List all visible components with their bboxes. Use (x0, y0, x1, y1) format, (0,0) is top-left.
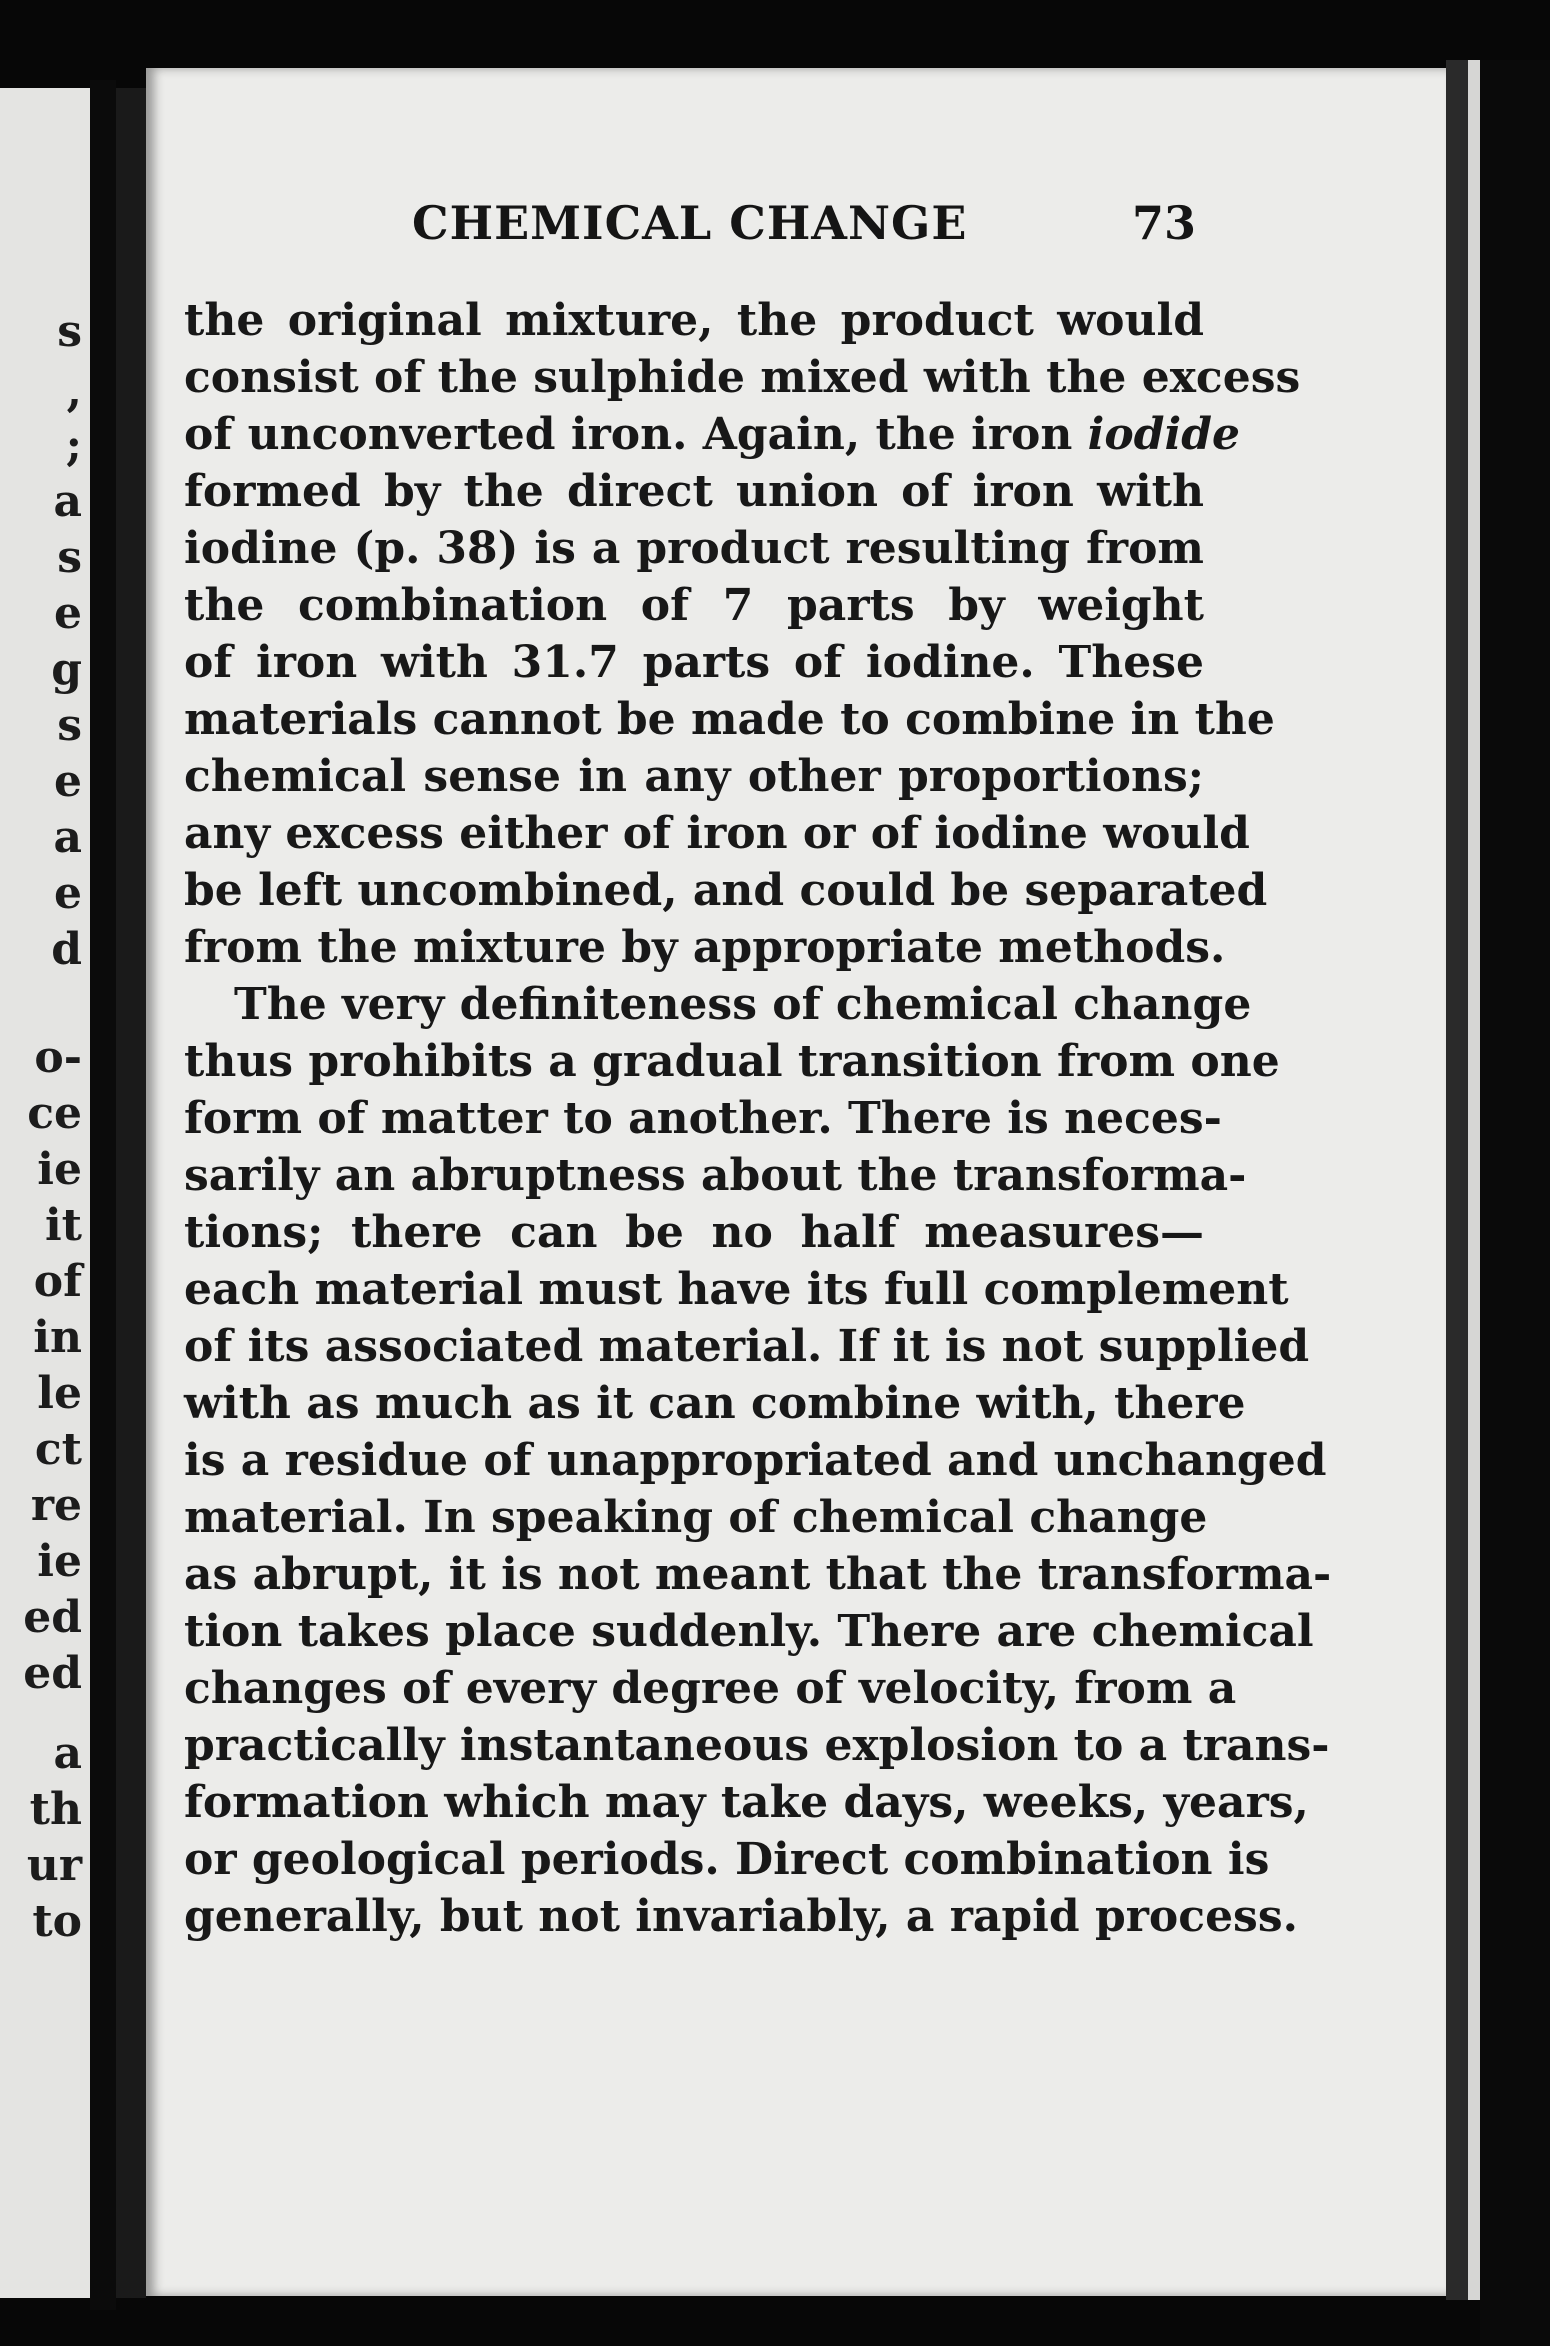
left-page-fragment: ed (23, 1592, 82, 1643)
text-line: materials cannot be made to combine in the (184, 694, 1275, 745)
left-page-fragment: ur (26, 1840, 82, 1891)
text-line: formed by the direct union of iron with (184, 466, 1204, 517)
text-line: or geological periods. Direct combination is (184, 1834, 1270, 1885)
left-page-fragment: it (44, 1200, 82, 1251)
text-line: each material must have its full complement (184, 1264, 1289, 1315)
adjacent-page-edge (0, 88, 90, 2298)
text-line: iodine (p. 38) is a product resulting from (184, 523, 1204, 574)
text-line: material. In speaking of chemical change (184, 1492, 1208, 1543)
text-line: The very definiteness of chemical change (234, 979, 1252, 1030)
text-line: chemical sense in any other proportions; (184, 751, 1204, 802)
running-head: CHEMICAL CHANGE (412, 196, 968, 250)
text-line: from the mixture by appropriate methods. (184, 922, 1226, 973)
text-line: practically instantaneous explosion to a trans- (184, 1720, 1330, 1771)
left-page-fragment: e (54, 868, 82, 919)
left-page-fragment: ie (37, 1144, 82, 1195)
book-gutter-shadow (116, 88, 146, 2298)
italic-term: iodide (1087, 409, 1240, 460)
text-line-segment: of unconverted iron. Again, the iron (184, 409, 1073, 460)
body-text (184, 292, 1332, 1945)
left-page-fragment: ct (34, 1424, 82, 1475)
text-line: tions; there can be no half measures— (184, 1207, 1204, 1258)
left-page-fragment: o- (34, 1032, 82, 1083)
text-line: is a residue of unappropriated and unchanged (184, 1435, 1327, 1486)
text-line: sarily an abruptness about the transforma- (184, 1150, 1247, 1201)
left-page-fragment: to (32, 1896, 82, 1947)
text-line: the original mixture, the product would (184, 295, 1204, 346)
left-page-fragment: s (57, 700, 82, 751)
text-line: any excess either of iron or of iodine would (184, 808, 1250, 859)
paragraph (184, 976, 1332, 1945)
scan-border (1480, 60, 1550, 2340)
page-number: 73 (1132, 196, 1197, 250)
left-page-fragment: re (30, 1480, 82, 1531)
left-page-fragment: ed (23, 1648, 82, 1699)
text-line: of iron with 31.7 parts of iodine. These (184, 637, 1204, 688)
left-page-fragment: of (33, 1256, 82, 1307)
book-gutter (90, 80, 116, 2310)
text-line: generally, but not invariably, a rapid process. (184, 1891, 1298, 1942)
page-edge-shadow (1446, 60, 1468, 2300)
left-page-fragment: e (54, 588, 82, 639)
left-page-fragment: in (33, 1312, 82, 1363)
text-line: form of matter to another. There is neces- (184, 1093, 1222, 1144)
left-page-fragment: s (57, 532, 82, 583)
page-edge-strip (1468, 60, 1480, 2300)
text-line: formation which may take days, weeks, years, (184, 1777, 1309, 1828)
left-page-fragment: , (66, 366, 82, 417)
text-line: tion takes place suddenly. There are chemical (184, 1606, 1314, 1657)
left-page-fragment: ie (37, 1536, 82, 1587)
page-header (270, 192, 1200, 262)
text-line: be left uncombined, and could be separated (184, 865, 1268, 916)
left-page-fragment: s (57, 306, 82, 357)
left-page-fragment: le (37, 1368, 82, 1419)
paragraph (184, 292, 1301, 976)
left-page-fragment: a (53, 812, 82, 863)
left-page-fragment: g (51, 644, 82, 695)
text-line: changes of every degree of velocity, from a (184, 1663, 1237, 1714)
left-page-fragment: a (53, 1728, 82, 1779)
left-page-fragment: th (29, 1784, 82, 1835)
text-line: the combination of 7 parts by weight (184, 580, 1204, 631)
text-line: of its associated material. If it is not supplied (184, 1321, 1310, 1372)
text-line: as abrupt, it is not meant that the transforma- (184, 1549, 1332, 1600)
text-line: with as much as it can combine with, there (184, 1378, 1246, 1429)
left-page-fragment: d (51, 924, 82, 975)
text-line-with-italic (184, 406, 1240, 463)
text-line: consist of the sulphide mixed with the excess (184, 352, 1301, 403)
left-page-fragment: ce (27, 1088, 82, 1139)
left-page-fragment: ; (65, 420, 82, 471)
left-page-fragment: a (53, 476, 82, 527)
text-line: thus prohibits a gradual transition from one (184, 1036, 1280, 1087)
left-page-fragment: e (54, 756, 82, 807)
